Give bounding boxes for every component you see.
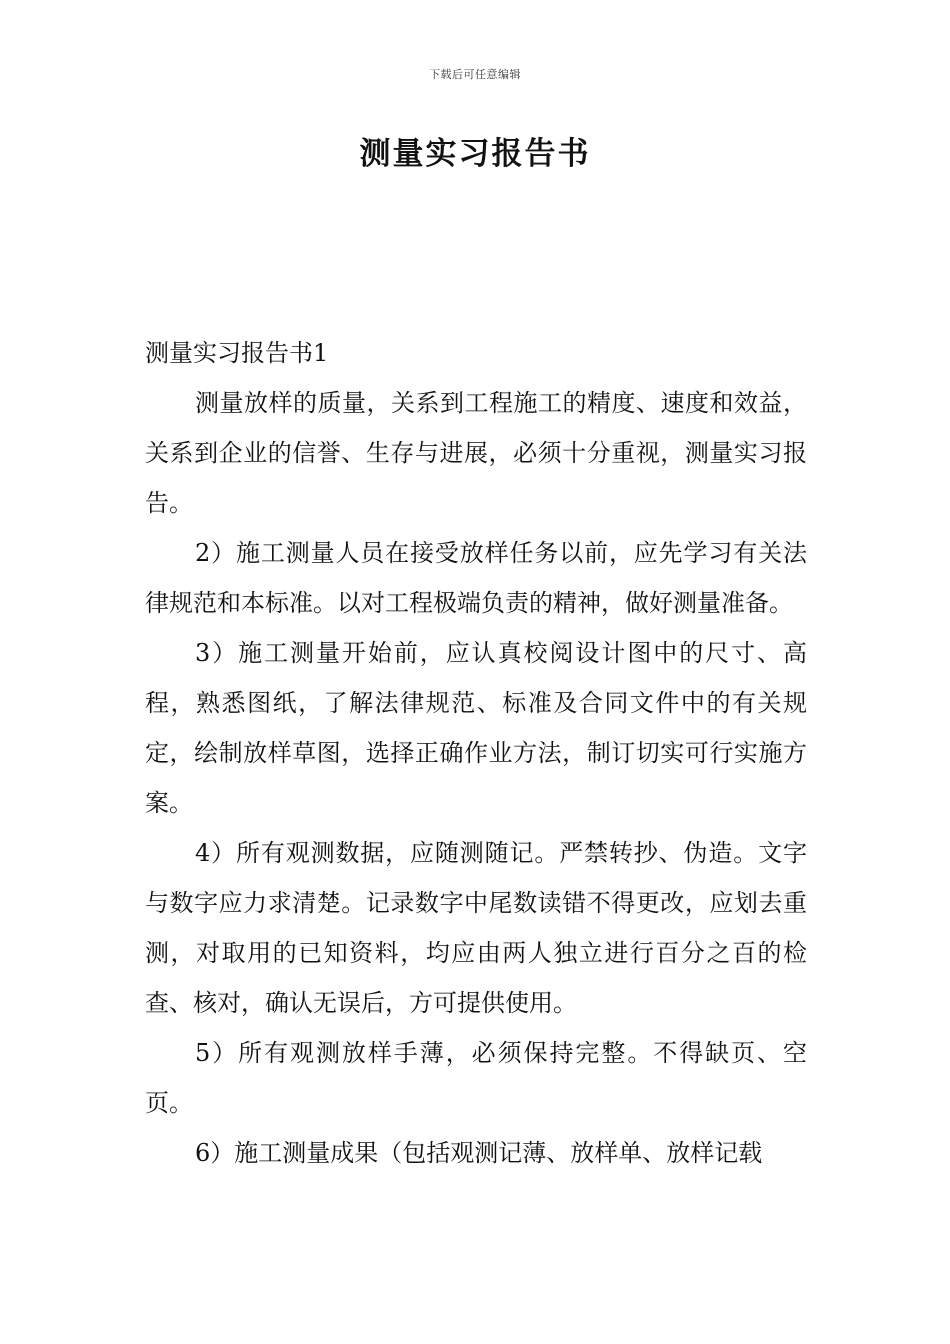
- paragraph: 4）所有观测数据，应随测随记。严禁转抄、伪造。文字与数字应力求清楚。记录数字中尾数读错不得更改，应划去重测，对取用的已知资料，均应由两人独立进行百分之百的检查、核对，确认无误后，方可提供使用。: [145, 839, 807, 1017]
- section-heading: 测量实习报告书1: [145, 339, 329, 367]
- paragraph: 3）施工测量开始前，应认真校阅设计图中的尺寸、高程，熟悉图纸，了解法律规范、标准及合同文件中的有关规定，绘制放样草图，选择正确作业方法，制订切实可行实施方案。: [145, 639, 807, 817]
- paragraph: 2）施工测量人员在接受放样任务以前，应先学习有关法律规范和本标准。以对工程极端负责的精神，做好测量准备。: [145, 539, 807, 617]
- paragraph: 6）施工测量成果（包括观测记薄、放样单、放样记载: [195, 1139, 763, 1167]
- paragraph: 测量放样的质量，关系到工程施工的精度、速度和效益，关系到企业的信誉、生存与进展，必须十分重视，测量实习报告。: [145, 389, 807, 517]
- document-title: 测量实习报告书: [359, 136, 591, 172]
- paragraph: 5）所有观测放样手薄，必须保持完整。不得缺页、空页。: [145, 1039, 807, 1117]
- header-note: 下载后可任意编辑: [429, 68, 521, 81]
- document-body: [145, 328, 807, 1178]
